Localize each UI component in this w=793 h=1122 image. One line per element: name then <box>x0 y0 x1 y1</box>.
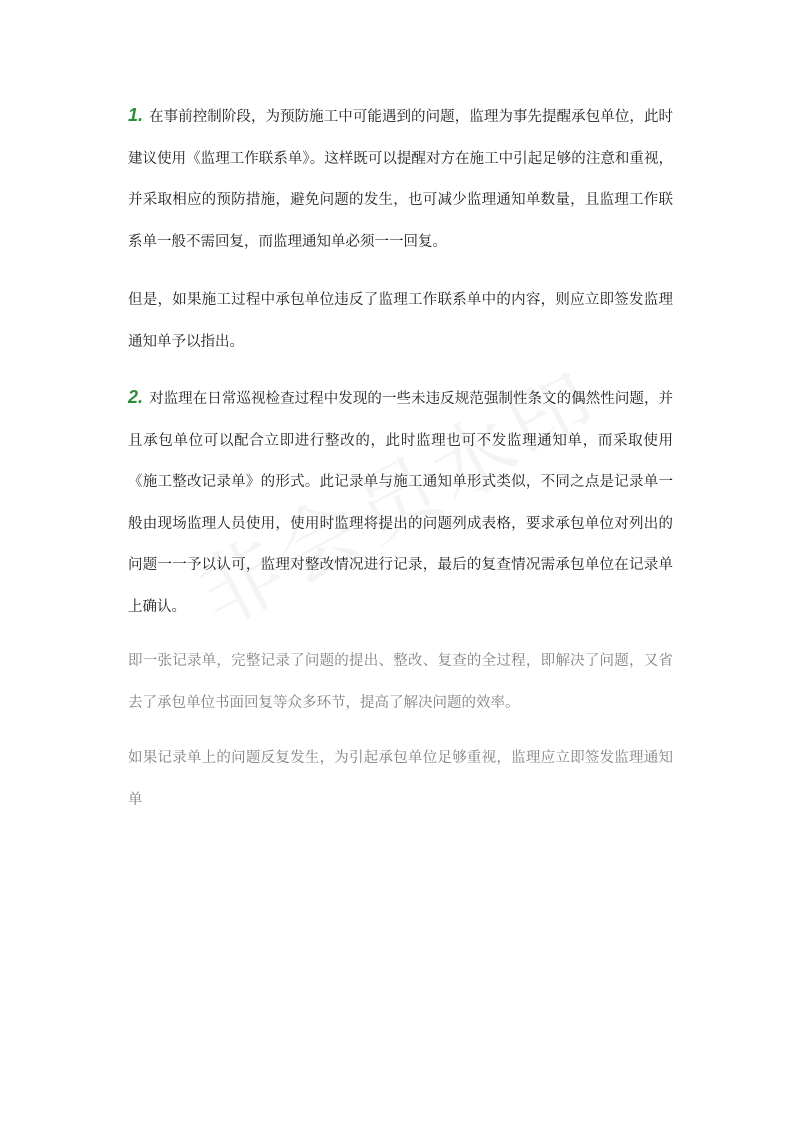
item-2-number: 2. <box>128 387 144 407</box>
item-2-paragraph <box>128 377 673 628</box>
item-1-number: 1. <box>128 105 144 125</box>
item-1-text: 在事前控制阶段，为预防施工中可能遇到的问题，监理为事先提醒承包单位，此时建议使用《监理工作联系单》。这样既可以提醒对方在施工中引起足够的注意和重视，并采取相应的预防措施，避免问题的发生，也可减少监理通知单数量，且监理工作联系单一般不需回复，而监理通知单必须一一回复。 <box>128 109 673 250</box>
item-2-followup-1: 即一张记录单，完整记录了问题的提出、整改、复查的全过程，即解决了问题，又省去了承包单位书面回复等众多环节，提高了解决问题的效率。 <box>128 653 673 711</box>
item-2-followup-2: 如果记录单上的问题反复发生，为引起承包单位足够重视，监理应立即签发监理通知单 <box>128 750 673 808</box>
item-2-text: 对监理在日常巡视检查过程中发现的一些未违反规范强制性条文的偶然性问题，并且承包单位可以配合立即进行整改的，此时监理也可不发监理通知单，而采取使用《施工整改记录单》的形式。此记录单与施工通知单形式类似，不同之点是记录单一般由现场监理人员使用，使用时监理将提出的问题列成表格，要求承包单位对列出的问题一一予以认可，监理对整改情况进行记录，最后的复查情况需承包单位在记录单上确认。 <box>128 391 673 615</box>
item-1-paragraph <box>128 95 673 263</box>
item-1-followup: 但是，如果施工过程中承包单位违反了监理工作联系单中的内容，则应立即签发监理通知单予以指出。 <box>128 292 673 350</box>
